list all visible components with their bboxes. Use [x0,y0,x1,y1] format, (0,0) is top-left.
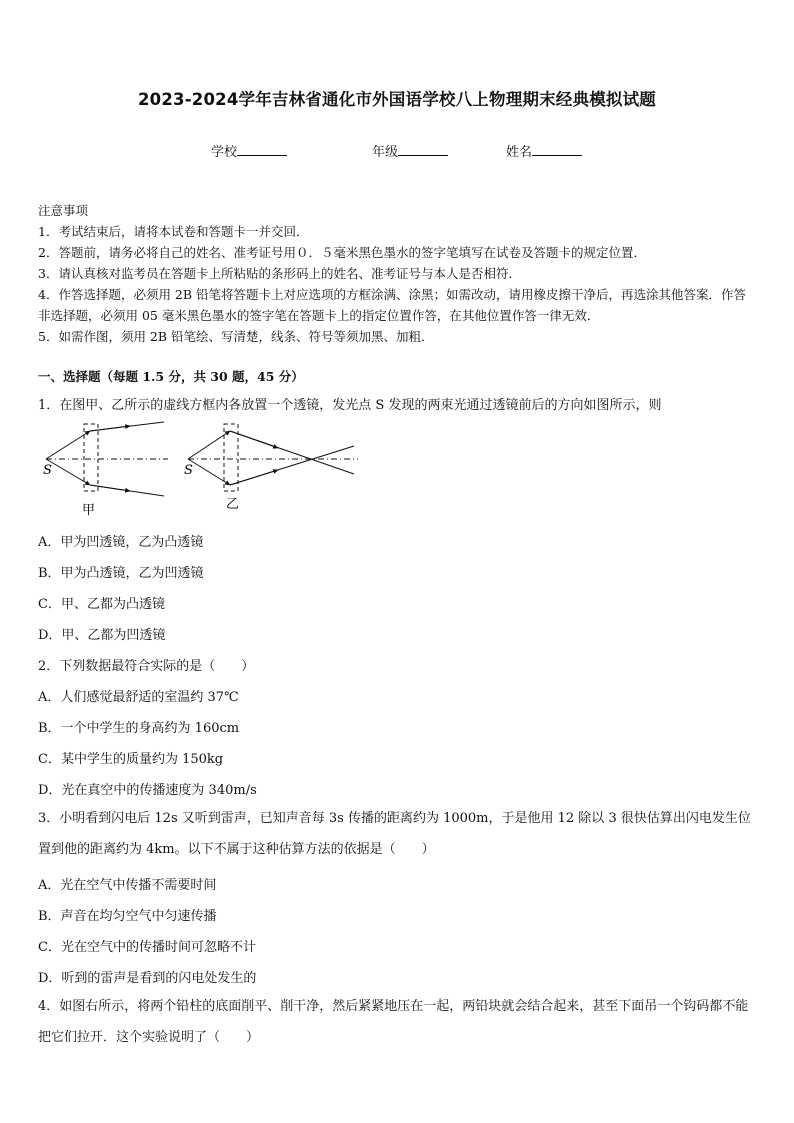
notice-item: 2．答题前，请务必将自己的姓名、准考证号用０．５毫米黑色墨水的签字笔填写在试卷及答题卡的规定位置． [38,245,646,260]
name-blank [532,143,582,156]
q2-option-b: B．一个中学生的身高约为 160cm [38,721,240,736]
grade-field [372,141,448,160]
school-label: 学校 [211,145,238,160]
figure-jia [43,422,168,518]
fig-label-s: S [184,463,193,478]
grade-blank [398,143,448,156]
q4-stem: 4．如图右所示，将两个铅柱的底面削平、削干净，然后紧紧地压在一起，两铅块就会结合起来，甚至下面吊一个钩码都不能把它们拉开．这个实验说明了（ ） [38,999,749,1045]
q3-option-b: B．声音在均匀空气中匀速传播 [38,909,217,924]
q3-option-a: A．光在空气中传播不需要时间 [38,878,217,893]
figure-yi [184,424,358,512]
lens-figure [38,418,363,522]
notice-item: 1．考试结束后，请将本试卷和答题卡一并交回． [38,224,309,239]
school-blank [237,143,287,156]
fig-label-yi: 乙 [226,497,240,512]
name-label: 姓名 [506,145,533,160]
q1-option-d: D．甲、乙都为凹透镜 [38,628,166,643]
q1-option-b: B．甲为凸透镜，乙为凹透镜 [38,566,204,581]
fig-label-jia: 甲 [82,503,96,518]
school-field [211,141,287,160]
name-field [506,141,582,160]
fig-label-s: S [43,463,52,478]
section-heading: 一、选择题（每题 1.5 分，共 30 题，45 分） [38,369,304,384]
q3-option-d: D．听到的雷声是看到的闪电处发生的 [38,971,257,986]
grade-label: 年级 [372,145,399,160]
q2-option-d: D．光在真空中的传播速度为 340m/s [38,783,257,798]
notice-item: 4．作答选择题，必须用 2B 铅笔将答题卡上对应选项的方框涂满、涂黑；如需改动，请用橡皮擦干净后，再选涂其他答案．作答非选择题，必须用 05 毫米黑色墨水的签字笔在答题卡上的指定位置作答，在其他位置作答一律无效． [38,287,747,323]
q2-stem: 2．下列数据最符合实际的是（ ） [38,659,255,674]
notice-block [38,200,758,347]
q2-option-a: A．人们感觉最舒适的室温约 37℃ [38,690,239,705]
q1-option-c: C．甲、乙都为凸透镜 [38,597,165,612]
q3-option-c: C．光在空气中的传播时间可忽略不计 [38,940,256,955]
page-title: 2023-2024学年吉林省通化市外国语学校八上物理期末经典模拟试题 [138,90,656,109]
notice-item: 3．请认真核对监考员在答题卡上所粘贴的条形码上的姓名、准考证号与本人是否相符． [38,266,521,281]
q2-option-c: C．某中学生的质量约为 150kg [38,752,224,767]
q3-stem: 3．小明看到闪电后 12s 又听到雷声，已知声音每 3s 传播的距离约为 1000m，于是他用 12 除以 3 很快估算出闪电发生位置到他的距离约为 4km。以下不属于这种估算方法的依据是（ ） [38,811,751,857]
notice-item: 5．如需作图，须用 2B 铅笔绘、写清楚，线条、符号等须加黑、加粗． [38,329,434,344]
q1-stem: 1．在图甲、乙所示的虚线方框内各放置一个透镜，发光点 S 发现的两束光通过透镜前后的方向如图所示，则 [38,398,662,413]
q1-option-a: A．甲为凹透镜，乙为凸透镜 [38,535,204,550]
notice-heading: 注意事项 [38,203,89,218]
